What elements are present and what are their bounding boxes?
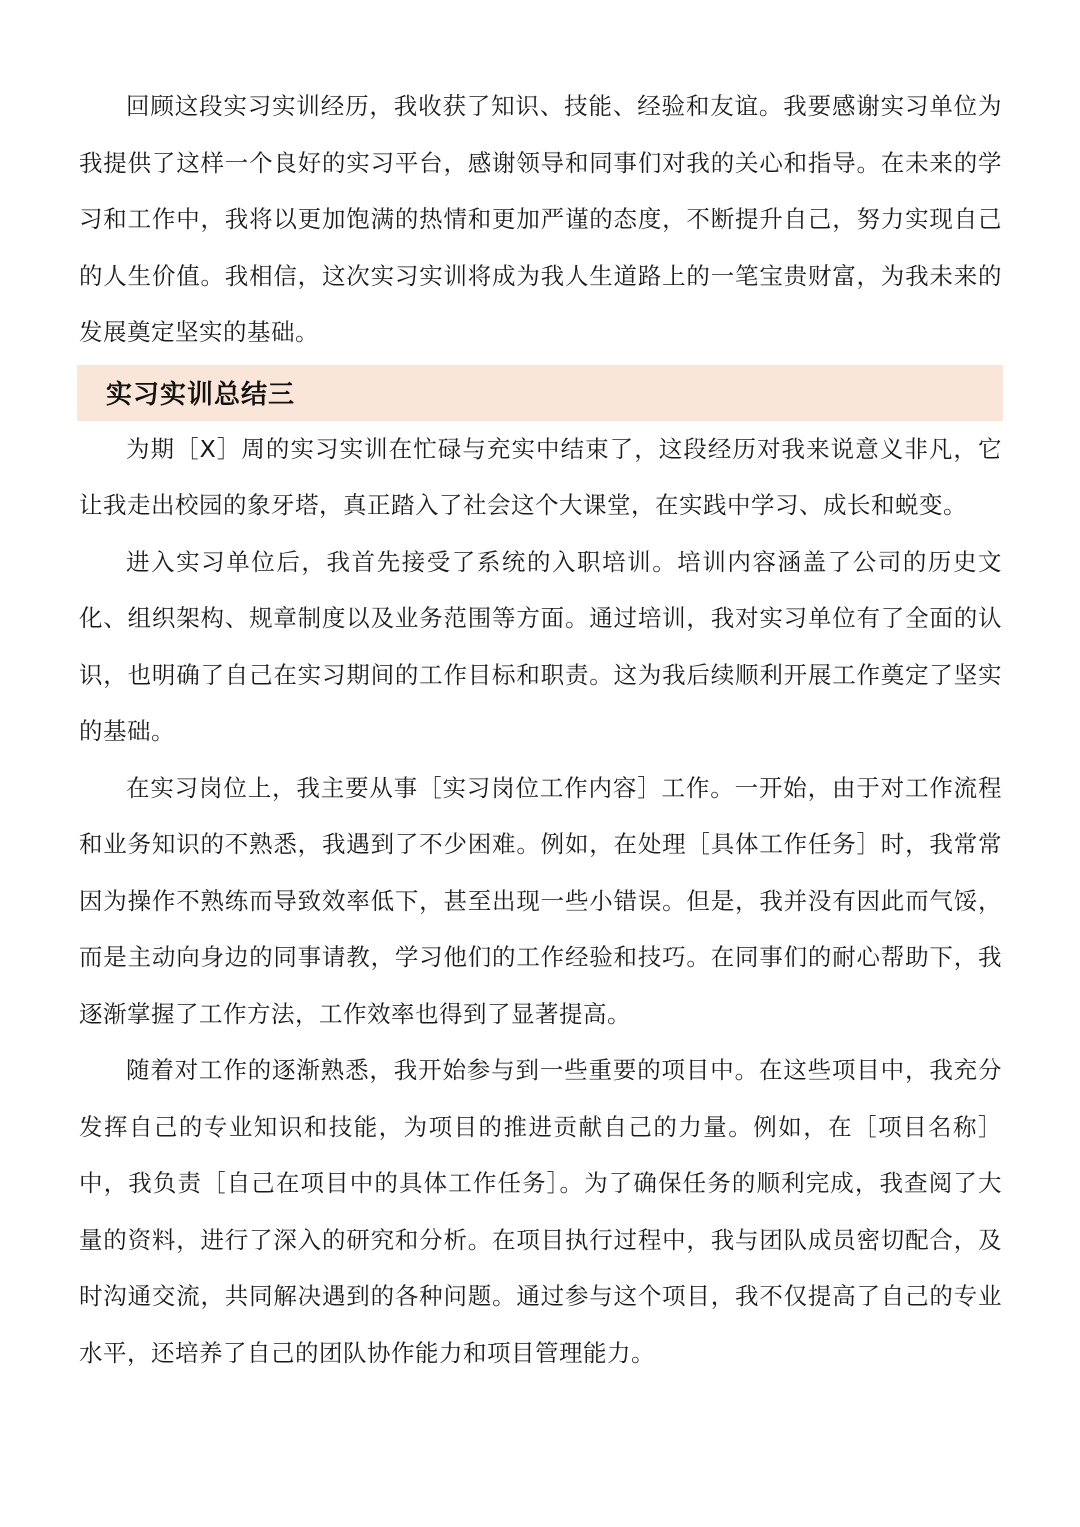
- body-paragraph: 在实习岗位上，我主要从事［实习岗位工作内容］工作。一开始，由于对工作流程和业务知识的不熟悉，我遇到了不少困难。例如，在处理［具体工作任务］时，我常常因为操作不熟练而导致效率低下，甚至出现一些小错误。但是，我并没有因此而气馁，而是主动向身边的同事请教，学习他们的工作经验和技巧。在同事们的耐心帮助下，我逐渐掌握了工作方法，工作效率也得到了显著提高。: [79, 773, 1002, 1028]
- body-paragraph: 进入实习单位后，我首先接受了系统的入职培训。培训内容涵盖了公司的历史文化、组织架构、规章制度以及业务范围等方面。通过培训，我对实习单位有了全面的认识，也明确了自己在实习期间的工作目标和职责。这为我后续顺利开展工作奠定了坚实的基础。: [79, 547, 1002, 745]
- section-heading-bar: [77, 365, 1003, 421]
- body-paragraph: 回顾这段实习实训经历，我收获了知识、技能、经验和友谊。我要感谢实习单位为我提供了这样一个良好的实习平台，感谢领导和同事们对我的关心和指导。在未来的学习和工作中，我将以更加饱满的热情和更加严谨的态度，不断提升自己，努力实现自己的人生价值。我相信，这次实习实训将成为我人生道路上的一笔宝贵财富，为我未来的发展奠定坚实的基础。: [79, 92, 1002, 346]
- body-paragraph: 为期［X］周的实习实训在忙碌与充实中结束了，这段经历对我来说意义非凡，它让我走出校园的象牙塔，真正踏入了社会这个大课堂，在实践中学习、成长和蜕变。: [79, 434, 1002, 519]
- body-paragraph: 随着对工作的逐渐熟悉，我开始参与到一些重要的项目中。在这些项目中，我充分发挥自己的专业知识和技能，为项目的推进贡献自己的力量。例如，在［项目名称］中，我负责［自己在项目中的具体工作任务］。为了确保任务的顺利完成，我查阅了大量的资料，进行了深入的研究和分析。在项目执行过程中，我与团队成员密切配合，及时沟通交流，共同解决遇到的各种问题。通过参与这个项目，我不仅提高了自己的专业水平，还培养了自己的团队协作能力和项目管理能力。: [79, 1056, 1002, 1367]
- section-heading-title: 实习实训总结三: [106, 380, 296, 410]
- document-page: [79, 78, 1002, 1381]
